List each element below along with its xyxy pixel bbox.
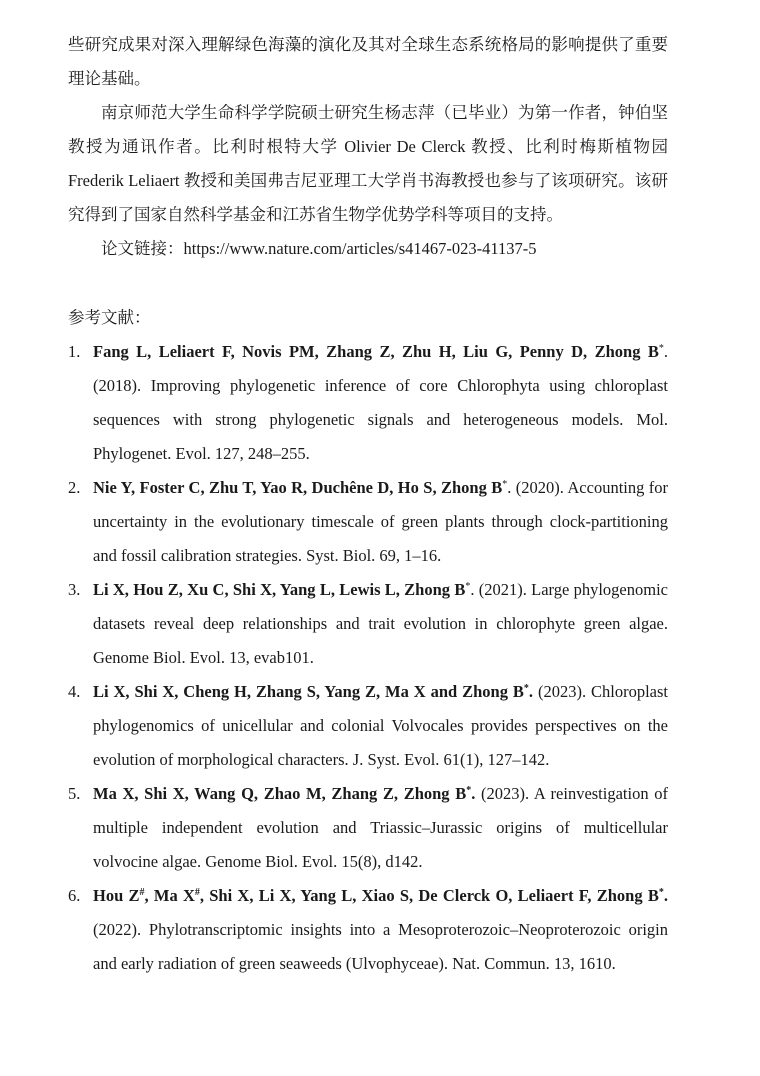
co-first-author-mark: #	[139, 887, 145, 898]
body-paragraph-1: 些研究成果对深入理解绿色海藻的演化及其对全球生态系统格局的影响提供了重要理论基础。	[68, 35, 668, 88]
paper-link-url[interactable]: https://www.nature.com/articles/s41467-023-41137-5	[183, 239, 537, 258]
reference-citation: (2022). Phylotranscriptomic insights into a Mesoproterozoic–Neoproterozoic origin and early radiation of green seaweeds (Ulvophyceae). Nat. Commun. 13, 1610.	[93, 920, 668, 973]
reference-citation: (2023). Chloroplast phylogenomics of unicellular and colonial Volvocales provides perspectives on the evolution of morphological characters. J. Syst. Evol. 61(1), 127–142.	[93, 682, 668, 769]
reference-authors: Fang L, Leliaert F, Novis PM, Zhang Z, Zhu H, Liu G, Penny D, Zhong B	[93, 342, 659, 361]
reference-number: 1.	[68, 342, 81, 361]
corresponding-mark: *	[465, 581, 471, 592]
reference-citation: (2018). Improving phylogenetic inference of core Chlorophyta using chloroplast sequences with strong phylogenetic signals and heterogeneous models. Mol. Phylogenet. Evol. 127, 248–255.	[93, 376, 668, 463]
reference-item	[68, 335, 668, 471]
references-heading: 参考文献：	[68, 308, 151, 327]
corresponding-mark: *	[658, 887, 664, 898]
reference-number: 6.	[68, 886, 81, 905]
reference-authors: Li X, Hou Z, Xu C, Shi X, Yang L, Lewis L, Zhong B	[93, 580, 466, 599]
reference-authors: Nie Y, Foster C, Zhu T, Yao R, Duchêne D, Ho S, Zhong B	[93, 478, 503, 497]
reference-citation: (2020). Accounting for uncertainty in the evolutionary timescale of green plants through clock-partitioning and fossil calibration strategies. Syst. Biol. 69, 1–16.	[93, 478, 668, 565]
reference-authors: Ma X, Shi X, Wang Q, Zhao M, Zhang Z, Zhong B	[93, 784, 467, 803]
reference-number: 4.	[68, 682, 81, 701]
reference-tail: .	[528, 682, 534, 701]
reference-authors: Li X, Shi X, Cheng H, Zhang S, Yang Z, Ma X and Zhong B	[93, 682, 524, 701]
body-paragraph-2: 南京师范大学生命科学学院硕士研究生杨志萍（已毕业）为第一作者，钟伯坚教授为通讯作者。比利时根特大学 Olivier De Clerck 教授、比利时梅斯植物园 Frederik Leliaert 教授和美国弗吉尼亚理工大学肖书海教授也参与了该项研究。该研究得到了国家自然科学基金和江苏省生物学优势学科等项目的支持。	[68, 103, 668, 224]
reference-item	[68, 573, 668, 675]
reference-item	[68, 777, 668, 879]
reference-number: 3.	[68, 580, 81, 599]
reference-tail: .	[663, 886, 668, 905]
reference-item	[68, 879, 668, 981]
corresponding-mark: *	[523, 683, 529, 694]
reference-authors: Hou Z	[93, 886, 140, 905]
paper-link-line	[68, 232, 668, 266]
reference-number: 2.	[68, 478, 81, 497]
reference-tail: .	[471, 784, 476, 803]
corresponding-mark: *	[502, 479, 508, 490]
reference-tail: .	[663, 342, 668, 361]
corresponding-mark: *	[466, 785, 472, 796]
reference-tail: .	[507, 478, 512, 497]
reference-authors: , Ma X	[144, 886, 195, 905]
reference-citation: (2023). A reinvestigation of multiple independent evolution and Triassic–Jurassic origins of multicellular volvocine algae. Genome Biol. Evol. 15(8), d142.	[93, 784, 668, 871]
reference-item	[68, 675, 668, 777]
corresponding-mark: *	[658, 343, 664, 354]
reference-citation: (2021). Large phylogenomic datasets reveal deep relationships and trait evolution in chlorophyte green algae. Genome Biol. Evol. 13, evab101.	[93, 580, 668, 667]
reference-number: 5.	[68, 784, 81, 803]
reference-list	[68, 335, 668, 981]
reference-tail: .	[470, 580, 475, 599]
reference-authors: , Shi X, Li X, Yang L, Xiao S, De Clerck O, Leliaert F, Zhong B	[199, 886, 659, 905]
co-first-author-mark: #	[194, 887, 200, 898]
paper-link-label: 论文链接：	[101, 239, 184, 258]
reference-item	[68, 471, 668, 573]
